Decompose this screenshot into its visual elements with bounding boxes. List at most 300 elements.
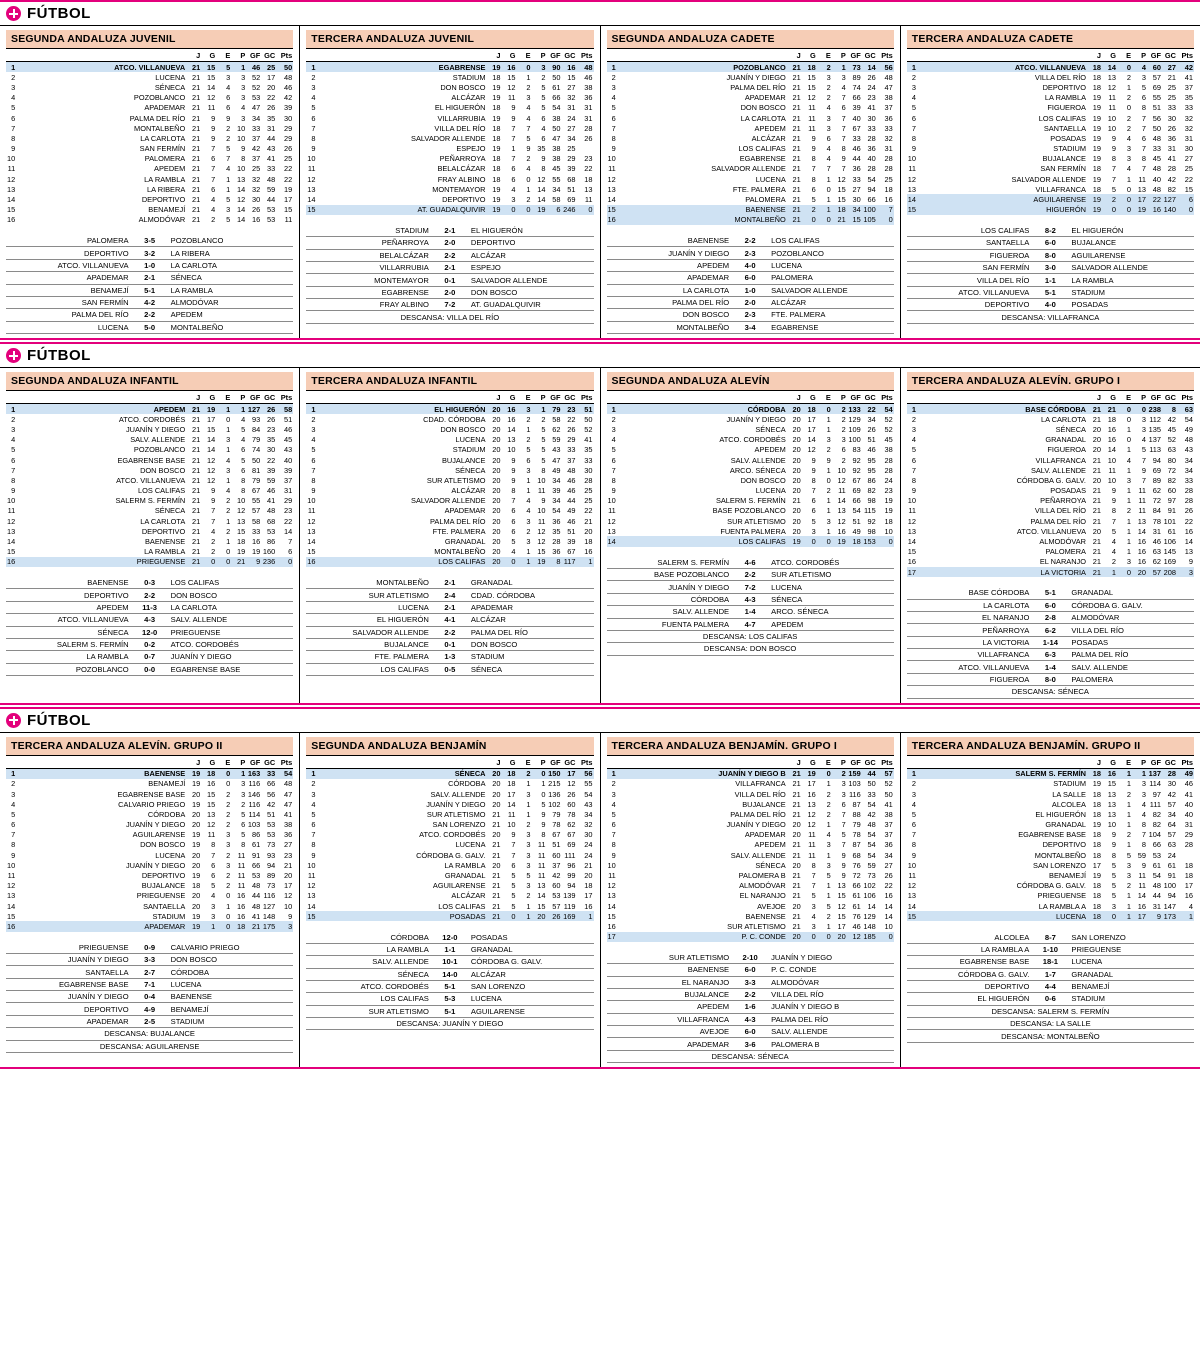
row-stat: 34 [847, 205, 862, 215]
match-score: 3-5 [144, 236, 156, 246]
row-stat: 53 [1152, 850, 1161, 860]
row-stat: 150 [548, 769, 561, 779]
match-row [306, 237, 593, 249]
match-score: 6-2 [1044, 625, 1056, 635]
row-stat: 9 [1111, 840, 1116, 850]
header-e: E [517, 758, 532, 769]
row-stat: 16 [252, 215, 261, 225]
row-stat: 11 [1138, 871, 1146, 881]
row-position: 10 [607, 860, 616, 870]
row-stat: 5 [541, 799, 546, 809]
row-stat: 21 [832, 215, 847, 225]
row-position: 8 [311, 475, 316, 485]
row-position: 2 [311, 414, 316, 424]
row-stat: 0 [502, 557, 517, 567]
match-score: 1-3 [444, 652, 456, 662]
row-stat: 12 [1107, 82, 1116, 92]
header-e: E [517, 393, 532, 404]
row-stat: 20 [792, 455, 801, 465]
row-team: EGABRENSE [739, 154, 786, 164]
row-stat: 41 [284, 809, 293, 819]
row-team: GRANADAL [444, 871, 486, 881]
row-stat: 25 [284, 154, 293, 164]
row-position: 12 [607, 174, 616, 184]
row-stat: 20 [267, 82, 276, 92]
row-position: 14 [307, 195, 316, 205]
match-row [306, 639, 593, 651]
row-stat: 48 [867, 820, 876, 830]
header-gf: GF [547, 758, 562, 769]
row-stat: 13 [1107, 799, 1116, 809]
row-stat: 48 [1152, 184, 1161, 194]
match-away: POZOBLANCO [771, 248, 824, 258]
row-stat: 25 [567, 144, 576, 154]
row-stat: 1 [826, 496, 831, 506]
row-team: FIGUEROA [1047, 445, 1086, 455]
row-stat: 20 [492, 537, 501, 547]
row-stat: 5 [541, 455, 546, 465]
row-stat: 49 [1177, 768, 1194, 779]
row-stat: 5 [511, 891, 516, 901]
header-team [16, 51, 186, 62]
row-stat: 61 [1152, 860, 1161, 870]
match-away: CÓRDOBA G. GALV. [470, 957, 543, 967]
row-stat: 64 [1167, 820, 1176, 830]
match-home: BAENENSE [687, 965, 730, 975]
row-stat: 19 [532, 557, 547, 567]
row-position: 12 [7, 881, 16, 891]
match-row [607, 1026, 894, 1038]
row-team: PALMA DEL RÍO [129, 113, 186, 123]
table-row [607, 526, 894, 536]
row-stat: 38 [584, 82, 593, 92]
match-score: 1-4 [1044, 662, 1056, 672]
row-stat: 74 [252, 445, 261, 455]
row-stat: 21 [192, 445, 201, 455]
row-stat: 20 [492, 506, 501, 516]
match-score: 3-3 [744, 977, 756, 987]
row-stat: 7 [1111, 516, 1116, 526]
row-stat: 28 [1184, 486, 1193, 496]
match-home: BAENENSE [687, 236, 730, 246]
row-position: 2 [311, 72, 316, 82]
rest-row: DESCANSA: BUJALANCE [6, 1028, 293, 1040]
row-stat: 12 [207, 475, 216, 485]
row-stat: 20 [1092, 435, 1101, 445]
row-stat: 26 [267, 414, 276, 424]
table-row [306, 93, 593, 103]
row-stat: 4 [541, 123, 546, 133]
row-stat: 6 [1141, 93, 1146, 103]
row-stat: 19 [492, 113, 501, 123]
row-position: 7 [911, 830, 916, 840]
row-stat: 21 [1167, 72, 1176, 82]
row-stat: 34 [1184, 455, 1193, 465]
row-team: DEPORTIVO [1042, 840, 1086, 850]
match-row [607, 272, 894, 284]
match-home: LOS CALIFAS [380, 664, 429, 674]
row-stat: 2 [211, 547, 216, 557]
row-team: SALERM S. FERMÍN [917, 768, 1087, 779]
row-stat: 21 [792, 789, 801, 799]
table-row [607, 506, 894, 516]
row-position: 4 [311, 799, 316, 809]
row-stat: 3 [241, 72, 246, 82]
table-row [907, 557, 1194, 567]
row-stat: 6 [511, 860, 516, 870]
table-row [306, 455, 593, 465]
match-away: STADIUM [470, 652, 505, 662]
table-row [607, 174, 894, 184]
row-stat: 8 [1141, 154, 1146, 164]
row-stat: 8 [1141, 820, 1146, 830]
row-stat: 19 [492, 93, 501, 103]
row-stat: 20 [792, 860, 801, 870]
table-row [6, 799, 293, 809]
match-home: LUCENA [398, 602, 429, 612]
row-team: POSADAS [1050, 133, 1086, 143]
match-away: STADIUM [170, 1017, 205, 1026]
match-score: 2-5 [144, 1017, 156, 1026]
row-position: 13 [307, 891, 316, 901]
row-stat: 97 [1152, 789, 1161, 799]
row-stat: 14 [207, 445, 216, 455]
match-home: LA CARLOTA [682, 285, 730, 295]
row-stat: 34 [552, 496, 561, 506]
row-stat: 66 [267, 779, 276, 789]
row-stat: 13 [537, 881, 546, 891]
row-stat: 1 [1126, 174, 1131, 184]
row-stat: 36 [584, 93, 593, 103]
row-team: JUANÍN Y DIEGO B [617, 768, 787, 779]
row-team: EL HIGUERÓN [434, 103, 486, 113]
table-row [607, 881, 894, 891]
row-team: VILLA DEL RÍO [734, 789, 786, 799]
row-stat: 54 [276, 768, 293, 779]
row-stat: 20 [492, 526, 501, 536]
row-stat: 2 [832, 404, 847, 415]
row-stat: 54 [552, 506, 561, 516]
row-stat: 15 [837, 891, 846, 901]
row-stat: 30 [284, 113, 293, 123]
row-stat: 21 [787, 205, 802, 215]
table-row [907, 486, 1194, 496]
row-stat: 8 [811, 154, 816, 164]
row-stat: 43 [584, 799, 593, 809]
row-team: FTE. PALMERA [732, 184, 786, 194]
row-stat: 19 [186, 768, 201, 779]
row-stat: 20 [192, 789, 201, 799]
match-home: VILLAFRANCA [977, 650, 1030, 660]
row-stat: 26 [567, 789, 576, 799]
row-team: VILLAFRANCA [1035, 184, 1086, 194]
row-stat: 17 [284, 881, 293, 891]
row-stat: 21 [192, 486, 201, 496]
table-row [6, 164, 293, 174]
row-stat: 21 [1092, 516, 1101, 526]
row-stat: 21 [192, 113, 201, 123]
header-gf: GF [547, 393, 562, 404]
row-position: 9 [911, 144, 916, 154]
match-score: 2-0 [444, 287, 456, 297]
row-stat: 49 [552, 465, 561, 475]
row-stat: 33 [852, 133, 861, 143]
match-score: 0-5 [444, 664, 456, 674]
table-row [607, 154, 894, 164]
table-row [306, 768, 593, 779]
row-stat: 6 [288, 547, 293, 557]
row-position: 11 [908, 506, 916, 516]
row-position: 9 [611, 144, 616, 154]
table-row [6, 113, 293, 123]
table-row [607, 82, 894, 92]
match-home: EL NARANJO [981, 613, 1030, 623]
match-row [306, 262, 593, 274]
row-stat: 44 [567, 496, 576, 506]
row-position: 13 [307, 184, 316, 194]
match-score: 5-1 [1044, 588, 1056, 598]
row-stat: 16 [1184, 891, 1193, 901]
row-stat: 0 [201, 557, 216, 567]
match-row [607, 297, 894, 309]
row-stat: 135 [1148, 424, 1161, 434]
row-stat: 0 [517, 62, 532, 73]
match-score: 4-0 [744, 260, 756, 270]
table-row [306, 820, 593, 830]
row-stat: 66 [552, 93, 561, 103]
row-stat: 3 [226, 205, 231, 215]
row-position: 6 [11, 113, 16, 123]
row-stat: 50 [552, 123, 561, 133]
table-row [907, 901, 1194, 911]
row-stat: 46 [867, 445, 876, 455]
row-stat: 24 [884, 475, 893, 485]
row-stat: 215 [548, 779, 561, 789]
row-position: 2 [11, 72, 16, 82]
row-stat: 50 [552, 72, 561, 82]
row-stat: 44 [252, 891, 261, 901]
row-stat: 6 [226, 103, 231, 113]
header-position [6, 51, 16, 62]
row-position: 5 [911, 809, 916, 819]
row-team: CDAD. CÓRDOBA [423, 414, 486, 424]
row-stat: 17 [1132, 194, 1147, 204]
header-position [6, 393, 16, 404]
row-stat: 8 [1141, 840, 1146, 850]
row-stat: 21 [1092, 506, 1101, 516]
row-stat: 2 [226, 881, 231, 891]
row-stat: 17 [1092, 860, 1101, 870]
match-row [6, 979, 293, 991]
row-stat: 7 [1141, 830, 1146, 840]
row-stat: 18 [507, 779, 516, 789]
table-row [907, 414, 1194, 424]
row-stat: 2 [226, 123, 231, 133]
row-stat: 60 [567, 799, 576, 809]
header-g: G [802, 393, 817, 404]
match-score: 0-6 [1044, 994, 1056, 1004]
match-score: 0-4 [144, 992, 156, 1002]
rest-row: DESCANSA: DON BOSCO [607, 643, 894, 655]
match-row [607, 260, 894, 272]
row-stat: 6 [511, 526, 516, 536]
match-home: VILLARRUBIA [379, 263, 429, 273]
row-stat: 21 [792, 93, 801, 103]
row-stat: 3 [826, 435, 831, 445]
row-stat: 23 [884, 486, 893, 496]
table-row [607, 455, 894, 465]
row-stat: 51 [1152, 103, 1161, 113]
row-stat: 23 [562, 404, 577, 415]
row-stat: 27 [852, 184, 861, 194]
row-team: STADIUM [1053, 779, 1086, 789]
row-stat: 18 [884, 184, 893, 194]
match-away: ALCÁZAR [771, 298, 807, 308]
row-stat: 19 [487, 205, 502, 215]
row-stat: 53 [267, 526, 276, 536]
row-stat: 4 [526, 164, 531, 174]
row-stat: 53 [267, 830, 276, 840]
row-stat: 9 [841, 860, 846, 870]
row-position: 10 [7, 496, 16, 506]
row-stat: 18 [832, 205, 847, 215]
row-stat: 10 [237, 164, 246, 174]
row-position: 16 [7, 921, 16, 931]
section-band [0, 709, 1200, 733]
row-stat: 24 [1167, 850, 1176, 860]
row-stat: 4 [826, 154, 831, 164]
row-stat: 21 [492, 871, 501, 881]
rest-row: DESCANSA: VILLAFRANCA [907, 311, 1194, 323]
row-stat: 19 [492, 144, 501, 154]
row-stat: 31 [584, 113, 593, 123]
table-row [306, 486, 593, 496]
table-row [6, 768, 293, 779]
standings-table [306, 393, 593, 567]
row-stat: 7 [811, 486, 816, 496]
row-stat: 5 [226, 144, 231, 154]
row-stat: 21 [792, 911, 801, 921]
row-team: JUANÍN Y DIEGO [726, 72, 786, 82]
table-row [607, 123, 894, 133]
row-position: 12 [907, 516, 916, 526]
row-stat: 3 [241, 82, 246, 92]
row-stat: 20 [792, 830, 801, 840]
row-stat: 1 [226, 516, 231, 526]
header-g: G [502, 393, 517, 404]
row-stat: 34 [584, 809, 593, 819]
row-stat: 58 [276, 404, 293, 415]
row-team: LOS CALIFAS [738, 144, 786, 154]
row-stat: 19 [1092, 113, 1101, 123]
match-home: PALOMERA [86, 236, 129, 246]
row-stat: 12 [807, 809, 816, 819]
row-stat: 79 [252, 435, 261, 445]
match-away: CÓRDOBA G. GALV. [1071, 600, 1143, 610]
row-team: JUANÍN Y DIEGO [726, 820, 786, 830]
header-position [607, 393, 617, 404]
header-j: J [1087, 51, 1102, 62]
row-stat: 48 [267, 174, 276, 184]
row-stat: 7 [841, 809, 846, 819]
table-row [6, 516, 293, 526]
row-team: ATCO. CORDOBÉS [118, 414, 186, 424]
row-stat: 12 [507, 82, 516, 92]
match-row [306, 299, 593, 311]
row-stat: 2 [226, 799, 231, 809]
header-position [607, 758, 617, 769]
match-home: LA VICTORIA [982, 637, 1030, 647]
table-row [306, 799, 593, 809]
row-stat: 2 [1126, 506, 1131, 516]
row-team: HIGUERÓN [917, 205, 1087, 215]
header-gc: GC [562, 393, 577, 404]
row-stat: 16 [1107, 435, 1116, 445]
row-team: ATCO. VILLANUEVA [116, 475, 186, 485]
row-team: BUJALANCE [141, 881, 186, 891]
row-stat: 42 [867, 809, 876, 819]
row-stat: 9 [841, 871, 846, 881]
match-score: 5-1 [444, 1006, 456, 1016]
row-stat: 54 [552, 103, 561, 113]
row-position: 11 [908, 871, 916, 881]
row-position: 10 [7, 154, 16, 164]
row-stat: 1 [577, 911, 594, 921]
row-position: 14 [307, 901, 316, 911]
header-pts: Pts [877, 393, 894, 404]
header-e: E [817, 393, 832, 404]
row-stat: 20 [192, 860, 201, 870]
row-stat: 208 [1163, 567, 1176, 577]
header-gc: GC [1162, 393, 1177, 404]
row-position: 9 [911, 850, 916, 860]
results-list [306, 225, 593, 324]
table-row [306, 154, 593, 164]
row-stat: 18 [231, 921, 246, 931]
row-stat: 78 [852, 830, 861, 840]
row-stat: 0 [817, 404, 832, 415]
row-stat: 19 [284, 184, 293, 194]
row-stat: 66 [867, 195, 876, 205]
row-stat: 46 [1152, 537, 1161, 547]
row-stat: 3 [526, 850, 531, 860]
competition-column [901, 26, 1200, 338]
match-away: GRANADAL [1071, 969, 1114, 979]
table-row [6, 82, 293, 92]
row-stat: 14 [237, 215, 246, 225]
match-home: LOS CALIFAS [380, 994, 429, 1004]
row-stat: 21 [192, 144, 201, 154]
row-stat: 21 [792, 72, 801, 82]
row-position: 5 [611, 445, 616, 455]
row-stat: 0 [577, 205, 594, 215]
row-position: 12 [7, 174, 16, 184]
row-stat: 12 [807, 445, 816, 455]
match-away: SALVADOR ALLENDE [771, 285, 848, 295]
row-position: 3 [11, 789, 16, 799]
row-stat: 5 [1141, 445, 1146, 455]
header-e: E [817, 758, 832, 769]
header-p: P [1132, 51, 1147, 62]
row-stat: 4 [811, 911, 816, 921]
row-stat: 48 [284, 779, 293, 789]
row-stat: 31 [1167, 144, 1176, 154]
row-stat: 49 [1184, 424, 1193, 434]
row-stat: 14 [537, 184, 546, 194]
match-home: SUR ATLETISMO [368, 590, 429, 600]
row-stat: 1 [1126, 537, 1131, 547]
row-stat: 7 [1141, 164, 1146, 174]
